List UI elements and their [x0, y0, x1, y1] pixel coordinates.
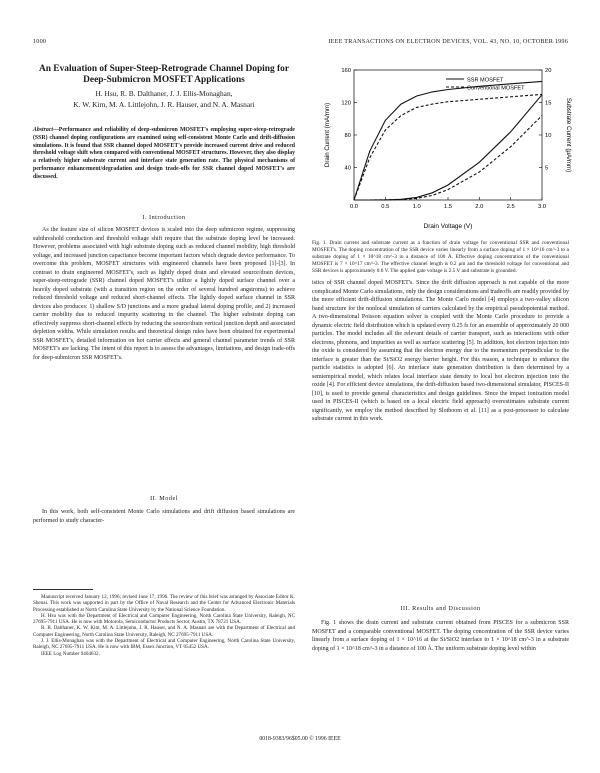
footnote-received: Manuscript received January 12, 1996; revised June 17, 1996. The review of this brief was arranged by Associate Editor K. Shenai. This work was supported in part by the Office of Naval Research and the Center for Advanced Electronic Materials Processing established at North Carolina State University by the National Science Foundation.: [33, 594, 295, 613]
right-column-paragraph-1: istics of SSR channel doped MOSFET's. Since the drift diffusion approach is not capable of the more complicated Monte Carlo simulations, only the design considerations and tradeoffs are readily provided by the more efficient drift-diffusion simulations. The Monte Carlo model [4] employs a two-valley silicon band structure for the nonlocal simulation of carriers calculated by the empirical pseudopotential method. A two-dimensional Poisson equation solver is coupled with the Monte Carlo procedure to provide a dynamic electric field distribution which is updated every 0.25 fs for an ensemble of approximately 20 000 particles. The model includes all the relevant details of carrier transport, such as interactions with other electrons, phonons, and impurities as well as surface scattering [5]. In addition, hot electron injection into the oxide is considered by assuming that the electron energy due to the momentum perpendicular to the interface is greater than the Si/SiO2 energy barrier height. For this reason, a technique to enhance the particle statistics is adopted [6]. An interface state generation distribution is then determined by a semiempirical model, which relates local interface state density to local hot electron injection into the oxide [4]. For efficient device simulations, the drift-diffusion based two-dimensional simulator, PISCES-II [10], is used to provide general characteristics and design guidelines. Since the impact ionization model used in PISCES-II (which is based on a local electric field approach) overestimates substrate current significantly, we employ the method described by Slotboom et al. [11] as a post-processor to calculate substrate current in this work.: [312, 280, 569, 422]
page-number: 1000: [33, 38, 47, 45]
footnote-affil-3: J. J. Ellis-Monaghan was with the Department of Electrical and Computer Engineering, North Carolina State University, Raleigh, NC 27695-7911 USA. He is now with IBM, Essex Junction, VT 05452 USA.: [33, 638, 295, 651]
y-tick-label: 40: [344, 165, 351, 172]
y2-tick-label: 20: [545, 68, 552, 74]
abstract-label: Abstract—: [33, 127, 59, 133]
legend-label-conventional: Conventional MOSFET: [467, 85, 525, 92]
footnote-affil-2: R. B. Dalthaner, K. W. Kim, M. A. Littlejohn, J. R. Hauser, and N. A. Masnari are with the Department of Electrical and Computer Engineering, North Carolina State University, Raleigh, NC 27695-7911 USA.: [33, 625, 295, 638]
x-tick-label: 1.0: [412, 204, 421, 210]
legend-label-ssr: SSR MOSFET: [467, 77, 504, 84]
section-heading-results: III. Results and Discussion: [400, 605, 481, 612]
author-line-2: K. W. Kim, M. A. Littlejohn, J. R. Hauser, and N. A. Masnari: [73, 99, 255, 109]
series-line-ssr-mosfet-right: [354, 95, 542, 200]
y-tick-label: 80: [344, 133, 351, 139]
footnote-rule: [33, 589, 93, 590]
x-axis-label: Drain Voltage (V): [423, 223, 473, 230]
x-tick-label: 0.5: [381, 204, 390, 210]
figure-1-caption: Fig. 1. Drain current and substrate current as a function of drain voltage for conventional SSR and conventional MOSFET's. The doping concentration of the SSR device varies linearly from a surface doping of 1 × 10^16 cm^-3 to a substrate doping of 1 × 10^18 cm^-3 in a distance of 100 Å. Effective doping concentration of the conventional MOSFET is 7 × 10^17 cm^-3. The effective channel length is 0.2 μm and the threshold voltage for conventional and SSR devices is approximately 0.6 V. The applied gate voltage is 2.5 V and substrate is grounded.: [312, 240, 569, 274]
series-line-conventional-mosfet-left: [354, 94, 542, 200]
footnote-block: [33, 594, 295, 657]
abstract-text: Performance and reliability of deep-submicron MOSFET's employing super-steep-retrograde (SSR) channel doping configurations are examined using self-consistent Monte Carlo and drift-diffusion simulations. It is found that SSR channel doped MOSFET's provide increased current drive and reduced threshold voltage shift when compared with conventional MOSFET structures. However, they also display a relatively higher substrate current and interface state generation rate. The physical mechanisms of performance enhancement/degradation and design trade-offs for SSR channel doped MOSFET's are discussed.: [33, 127, 295, 180]
chart-legend: [446, 78, 525, 92]
chart-svg: [318, 62, 576, 232]
author-list: [33, 89, 295, 110]
introduction-paragraph: As the feature size of silicon MOSFET devices is scaled into the deep submicron regime, suppressing subthreshold conduction and threshold voltage shift require that the substrate doping level be increased. However, problems associated with high substrate doping such as reduced channel mobility, high threshold voltage, and increased junction capacitance become important factors which degrade device performance. To overcome this problem, MOSFET structures with engineered channels have been proposed [1]-[3]. In contrast to drain engineered MOSFET's, such as lightly doped drain and elevated source/drain devices, super-steep-retrograde (SSR) channel doped MOSFET's utilize a lightly doped surface channel over a heavily doped substrate (with a transition region on the order of several hundred angstroms) to achieve reduced threshold voltage and reduced short-channel effects. The lightly doped surface channel in SSR devices also produces: 1) shallow S/D junctions and a more gradual lateral doping profile, and 2) increased carrier mobility due to reduced impurity scattering in the channel. The higher substrate doping can effectively suppress short-channel effects by reducing the source/drain vertical junction depth and associated depletion widths. While simulation results and theoretical design rules have been obtained for experimental SSR MOSFET's, detailed information on hot carrier effects and general channel parameter trends of SSR MOSFET's are lacking. The intent of this report is to assess the advantages, limitations, and design trade-offs for deep-submicron SSR MOSFET's.: [33, 227, 295, 361]
x-tick-label: 1.5: [443, 204, 453, 210]
journal-header: IEEE TRANSACTIONS ON ELECTRON DEVICES, VOL. 43, NO. 10, OCTOBER 1996: [328, 38, 568, 45]
x-tick-label: 0.0: [349, 204, 359, 210]
series-line-ssr-mosfet-left: [354, 81, 542, 200]
y2-tick-label: 10: [545, 133, 552, 139]
section-heading-introduction: I. Introduction: [142, 214, 186, 221]
author-line-1: H. Hsu, R. B. Dalthaner, J. J. Ellis-Monaghan,: [95, 89, 233, 98]
x-tick-label: 2.0: [475, 204, 484, 210]
y2-tick-label: 15: [545, 100, 552, 107]
footnote-log: IEEE Log Number 9404632.: [41, 650, 100, 657]
copyright-footer: 0018-9383/96$05.00 © 1996 IEEE: [259, 736, 341, 742]
footnote-affil-1: H. Hsu was with the Department of Electrical and Computer Engineering, North Carolina State University, Raleigh, NC 27695-7911 USA. He is now with Motorola, Semiconductor Products Sector, Austin, TX 78721 USA.: [33, 612, 295, 626]
model-paragraph: In this work, both self-consistent Monte Carlo simulations and drift diffusion based simulations are performed to study character-: [33, 509, 295, 524]
abstract: [33, 127, 295, 182]
section-heading-model: II. Model: [150, 495, 178, 502]
x-tick-label: 3.0: [537, 204, 547, 210]
x-tick-label: 2.5: [506, 204, 515, 210]
paper-title: An Evaluation of Super-Steep-Retrograde Channel Doping for Deep-Submicron MOSFET Applications: [38, 64, 289, 85]
figure-1-chart: [318, 62, 576, 232]
y-tick-label: 120: [341, 100, 351, 107]
y2-tick-label: 5: [545, 165, 549, 172]
y-axis-label: Drain Current (mA/mm): [324, 102, 331, 168]
results-paragraph: Fig. 1 shows the drain current and substrate current obtained from PISCES for a submicron SSR MOSFET and a comparable conventional MOSFET. The doping concentration of the SSR device varies linearly from a surface doping of 1 × 10^16 at the Si/SiO2 interface to 1 × 10^18 cm^-3 in a substrate doping of 1 × 10^18 cm^-3 in a distance of 100 Å. The uniform substrate doping level within: [312, 620, 569, 652]
y2-axis-label: Substrate Current (μA/mm): [565, 97, 572, 173]
y-tick-label: 160: [341, 68, 351, 74]
